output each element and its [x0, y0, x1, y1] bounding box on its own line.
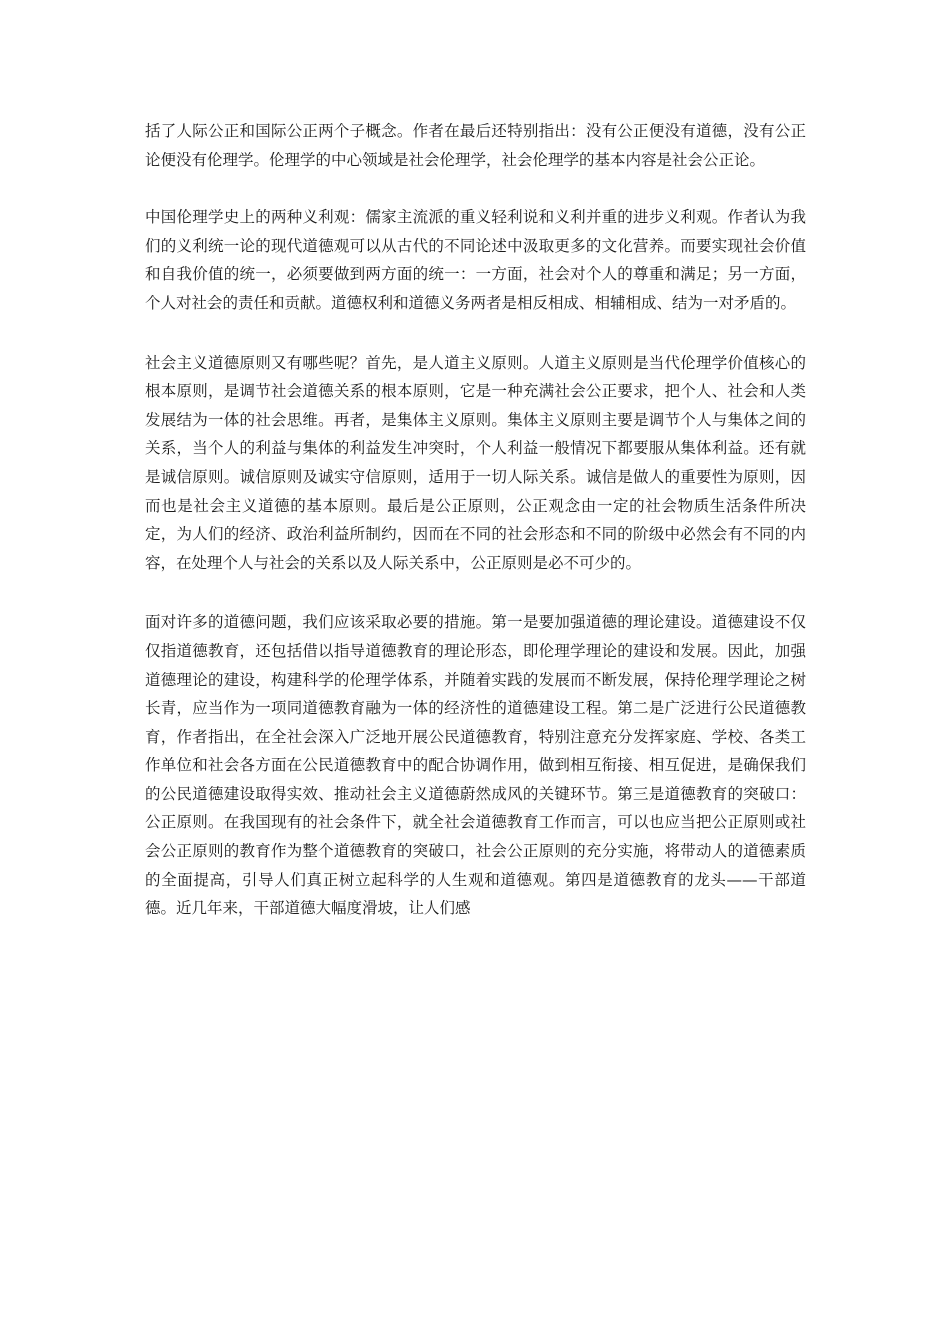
paragraph-2: 中国伦理学史上的两种义利观：儒家主流派的重义轻利说和义利并重的进步义利观。作者认为我们的义利统一论的现代道德观可以从古代的不同论述中汲取更多的文化营养。而要实现社会价值和自我价值的统一，必须要做到两方面的统一：一方面，社会对个人的尊重和满足；另一方面，个人对社会的责任和贡献。道德权利和道德义务两者是相反相成、相辅相成、结为一对矛盾的。 [145, 208, 806, 312]
document-body [145, 117, 806, 952]
paragraph-1: 括了人际公正和国际公正两个子概念。作者在最后还特别指出：没有公正便没有道德，没有公正论便没有伦理学。伦理学的中心领域是社会伦理学，社会伦理学的基本内容是社会公正论。 [145, 122, 806, 169]
paragraph-3: 社会主义道德原则又有哪些呢？首先，是人道主义原则。人道主义原则是当代伦理学价值核心的根本原则，是调节社会道德关系的根本原则，它是一种充满社会公正要求，把个人、社会和人类发展结为一体的社会思维。再者，是集体主义原则。集体主义原则主要是调节个人与集体之间的关系，当个人的利益与集体的利益发生冲突时，个人利益一般情况下都要服从集体利益。还有就是诚信原则。诚信原则及诚实守信原则，适用于一切人际关系。诚信是做人的重要性为原则，因而也是社会主义道德的基本原则。最后是公正原则，公正观念由一定的社会物质生活条件所决定，为人们的经济、政治利益所制约，因而在不同的社会形态和不同的阶级中必然会有不同的内容，在处理个人与社会的关系以及人际关系中，公正原则是必不可少的。 [145, 353, 806, 572]
paragraph-4: 面对许多的道德问题，我们应该采取必要的措施。第一是要加强道德的理论建设。道德建设不仅仅指道德教育，还包括借以指导道德教育的理论形态，即伦理学理论的建设和发展。因此，加强道德理论的建设，构建科学的伦理学体系，并随着实践的发展而不断发展，保持伦理学理论之树长青，应当作为一项同道德教育融为一体的经济性的道德建设工程。第二是广泛进行公民道德教育，作者指出，在全社会深入广泛地开展公民道德教育，特别注意充分发挥家庭、学校、各类工作单位和社会各方面在公民道德教育中的配合协调作用，做到相互衔接、相互促进，是确保我们的公民道德建设取得实效、推动社会主义道德蔚然成风的关键环节。第三是道德教育的突破口：公正原则。在我国现有的社会条件下，就全社会道德教育工作而言，可以也应当把公正原则或社会公正原则的教育作为整个道德教育的突破口，社会公正原则的充分实施，将带动人的道德素质的全面提高，引导人们真正树立起科学的人生观和道德观。第四是道德教育的龙头——干部道德。近几年来，干部道德大幅度滑坡，让人们感 [145, 613, 806, 918]
